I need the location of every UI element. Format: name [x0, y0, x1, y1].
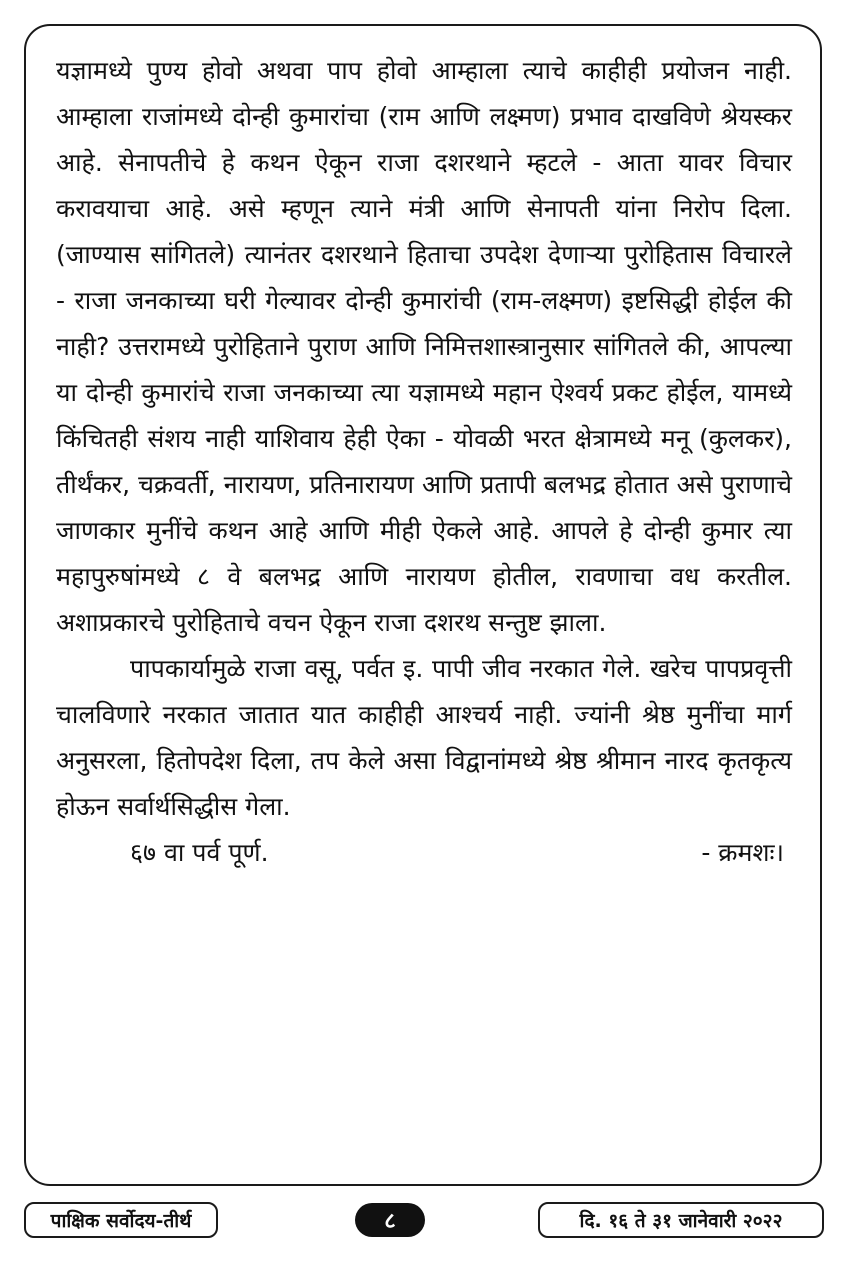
article-body	[56, 48, 792, 876]
chapter-end-line	[56, 830, 792, 876]
page-number-badge: ८	[355, 1203, 425, 1237]
issue-date-label: दि. १६ ते ३१ जानेवारी २०२२	[538, 1202, 824, 1238]
publication-name-label: पाक्षिक सर्वोदय-तीर्थ	[24, 1202, 218, 1238]
chapter-end-note: ६७ वा पर्व पूर्ण.	[130, 838, 269, 867]
continued-note: - क्रमशः।	[701, 838, 784, 867]
paragraph-1: यज्ञामध्ये पुण्य होवो अथवा पाप होवो आम्हाला त्याचे काहीही प्रयोजन नाही. आम्हाला राजांमध्ये दोन्ही कुमारांचा (राम आणि लक्ष्मण) प्रभाव दाखविणे श्रेयस्कर आहे. सेनापतीचे हे कथन ऐकून राजा दशरथाने म्हटले - आता यावर विचार करावयाचा आहे. असे म्हणून त्याने मंत्री आणि सेनापती यांना निरोप दिला. (जाण्यास सांगितले) त्यानंतर दशरथाने हिताचा उपदेश देणाऱ्या पुरोहितास विचारले - राजा जनकाच्या घरी गेल्यावर दोन्ही कुमारांची (राम-लक्ष्मण) इष्टसिद्धी होईल की नाही? उत्तरामध्ये पुरोहिताने पुराण आणि निमित्तशास्त्रानुसार सांगितले की, आपल्या या दोन्ही कुमारांचे राजा जनकाच्या त्या यज्ञामध्ये महान ऐश्वर्य प्रकट होईल, यामध्ये किंचितही संशय नाही याशिवाय हेही ऐका - योवळी भरत क्षेत्रामध्ये मनू (कुलकर), तीर्थंकर, चक्रवर्ती, नारायण, प्रतिनारायण आणि प्रतापी बलभद्र होतात असे पुराणाचे जाणकार मुनींचे कथन आहे आणि मीही ऐकले आहे. आपले हे दोन्ही कुमार त्या महापुरुषांमध्ये ८ वे बलभद्र आणि नारायण होतील, रावणाचा वध करतील. अशाप्रकारचे पुरोहिताचे वचन ऐकून राजा दशरथ सन्तुष्ट झाला.	[56, 56, 792, 637]
paragraph-2: पापकार्यामुळे राजा वसू, पर्वत इ. पापी जीव नरकात गेले. खरेच पापप्रवृत्ती चालविणारे नरकात जातात यात काहीही आश्चर्य नाही. ज्यांनी श्रेष्ठ मुनींचा मार्ग अनुसरला, हितोपदेश दिला, तप केले असा विद्वानांमध्ये श्रेष्ठ श्रीमान नारद कृतकृत्य होऊन सर्वार्थसिद्धीस गेला.	[56, 654, 792, 821]
page-footer	[0, 1198, 850, 1246]
